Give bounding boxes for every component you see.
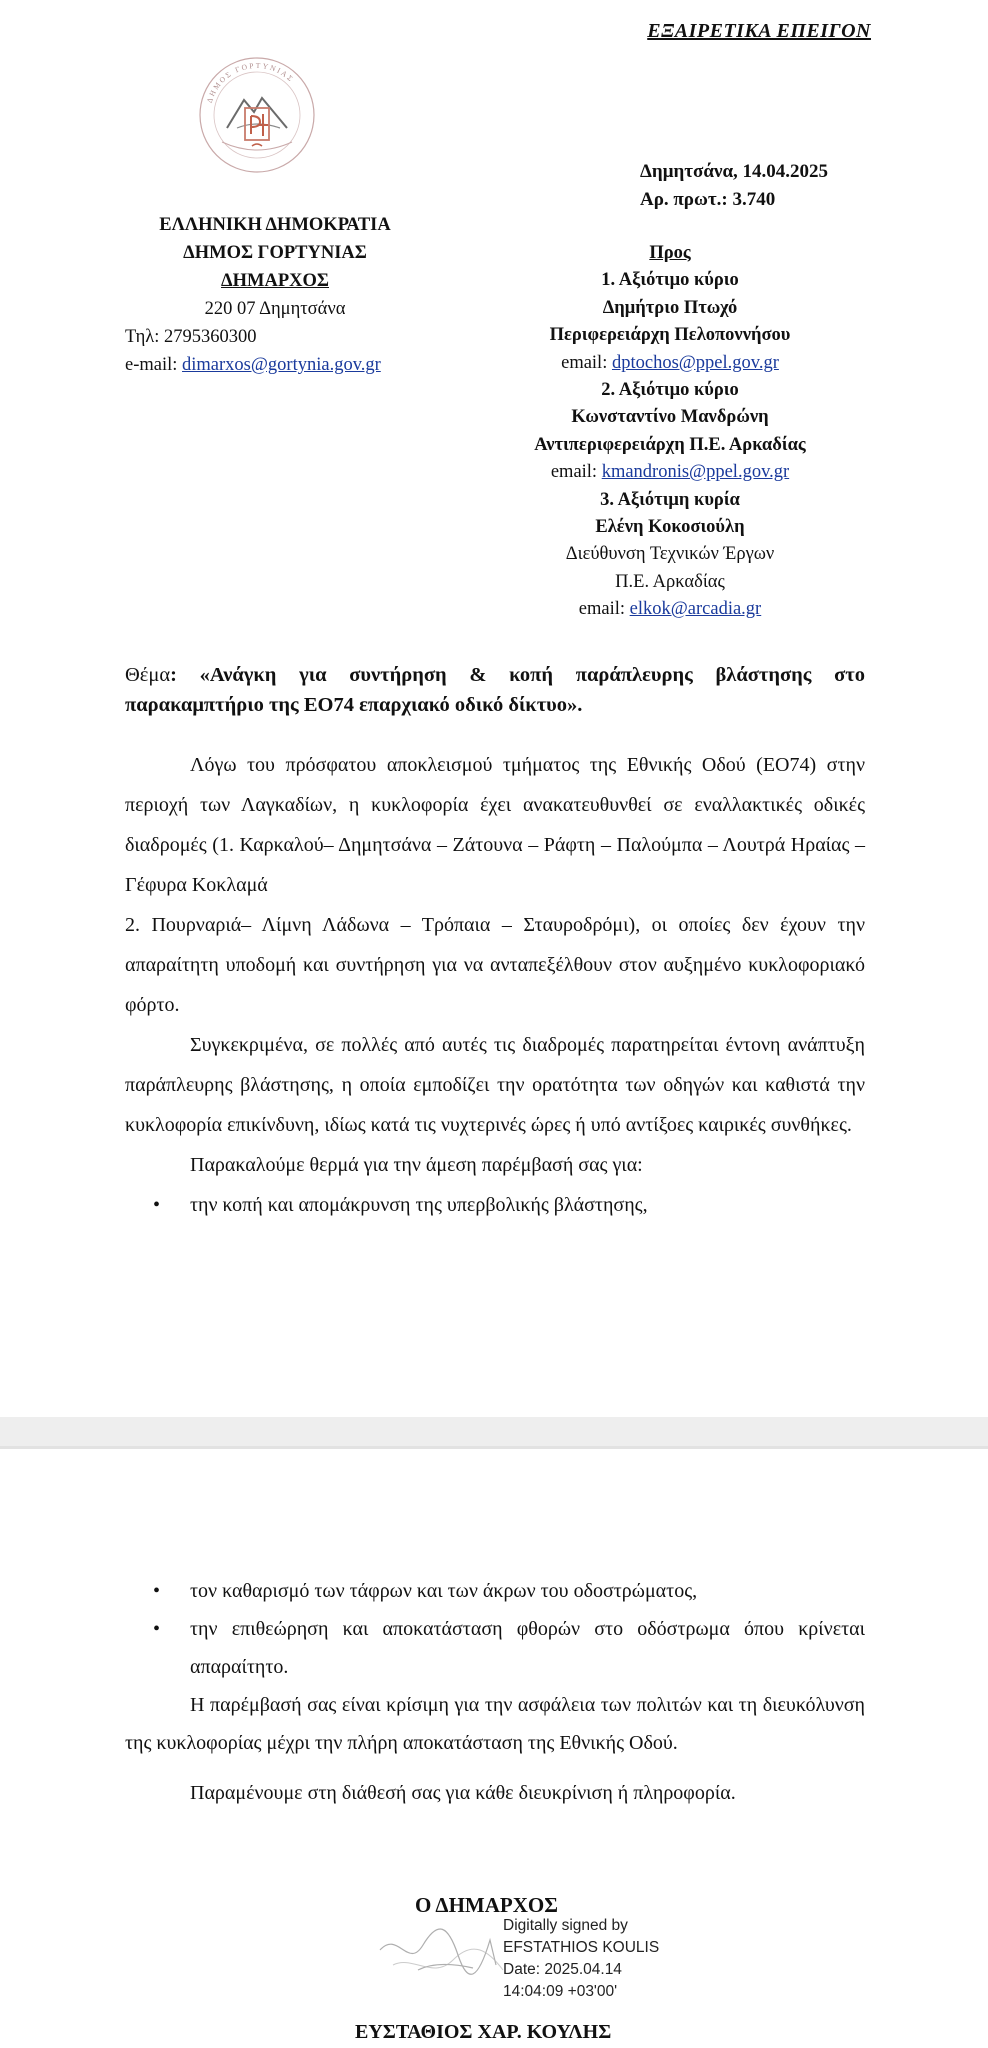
recipients-heading: Προς <box>649 243 691 263</box>
recipient-2-email-line <box>480 459 860 486</box>
recipient-1-role: Περιφερειάρχη Πελοποννήσου <box>549 325 791 346</box>
svg-text:ΔΗΜΟΣ ΓΟΡΤΥΝΙΑΣ <box>205 61 296 104</box>
recipient-3-email-label: email: <box>578 599 630 620</box>
subject-text: : «Ανάγκη για συντήρηση & κοπή παράπλευρης βλάστησης στο παρακαμπτήριο της ΕΟ74 επαρχιακό οδικό δίκτυο». <box>125 664 865 716</box>
body-paragraph-1: Λόγω του πρόσφατου αποκλεισμού τμήματος της Εθνικής Οδού (ΕΟ74) στην περιοχή των Λαγκαδίων, η κυκλοφορία έχει ανακατευθυνθεί σε εναλλακτικές οδικές διαδρομές (1. Καρκαλού– Δημητσάνα – Ζάτουνα – Ράφτη – Παλούμπα – Λουτρά Ηραίας – Γέφυρα Κοκλαμά <box>125 754 865 896</box>
body-paragraph-5: Παραμένουμε στη διάθεσή σας για κάθε διευκρίνιση ή πληροφορία. <box>190 1782 736 1804</box>
signature-title: Ο ΔΗΜΑΡΧΟΣ <box>415 1893 558 1917</box>
municipality-seal-icon <box>192 50 322 180</box>
body-paragraph-3: Παρακαλούμε θερμά για την άμεση παρέμβασή σας για: <box>190 1154 643 1176</box>
bullet-item-2: • τον καθαρισμό των τάφρων και των άκρων του οδοστρώματος, <box>125 1572 865 1610</box>
recipient-1-email-link[interactable]: dptochos@ppel.gov.gr <box>611 352 779 373</box>
page-break-edge <box>0 1446 988 1449</box>
recipient-2-role: Αντιπεριφερειάρχη Π.Ε. Αρκαδίας <box>534 434 806 455</box>
sender-block <box>125 211 425 379</box>
body-paragraph-2: Συγκεκριμένα, σε πολλές από αυτές τις διαδρομές παρατηρείται έντονη ανάπτυξη παράπλευρης βλάστησης, η οποία εμποδίζει την ορατότητα των οδηγών και καθιστά την κυκλοφορία επικίνδυνη, ιδίως κατά τις νυχτερινές ώρες ή υπό αντίξοες καιρικές συνθήκες. <box>125 1034 865 1136</box>
sender-email-label: e-mail: <box>125 355 183 375</box>
body-paragraph-4: Η παρέμβασή σας είναι κρίσιμη για την ασφάλεια των πολιτών και τη διευκόλυνση της κυκλοφορίας μέχρι την πλήρη αποκατάσταση της Εθνικής Οδού. <box>125 1694 865 1754</box>
digital-signature-line-4: 14:04:09 +03'00' <box>503 1983 618 2000</box>
letter-body-page2 <box>125 1572 865 1812</box>
recipients-block <box>480 240 860 624</box>
recipient-1-email-label: email: <box>561 352 612 373</box>
recipient-3-name: Ελένη Κοκοσιούλη <box>595 517 745 538</box>
recipient-2-title: 2. Αξιότιμο κύριο <box>601 380 739 401</box>
place-date: Δημητσάνα, 14.04.2025 <box>640 161 829 182</box>
sender-email-line <box>125 351 425 379</box>
recipient-3-role-region: Π.Ε. Αρκαδίας <box>615 571 725 592</box>
digital-signature-line-1: Digitally signed by <box>503 1917 628 1934</box>
recipient-1-email-line <box>480 350 860 377</box>
sender-phone: Τηλ: 2795360300 <box>125 327 257 347</box>
subject-line <box>125 660 865 720</box>
urgency-label: ΕΞΑΙΡΕΤΙΚΑ ΕΠΕΙΓΟΝ <box>647 20 871 42</box>
digital-signature-line-2: EFSTATHIOS KOULIS <box>503 1939 660 1956</box>
recipient-3-role: Διεύθυνση Τεχνικών Έργων <box>565 544 775 565</box>
digital-signature-line-3: Date: 2025.04.14 <box>503 1961 622 1978</box>
recipient-1-name: Δημήτριο Πτωχό <box>602 297 738 318</box>
bullet-item-3: • την επιθεώρηση και αποκατάσταση φθορών στο οδόστρωμα όπου κρίνεται απαραίτητο. <box>125 1610 865 1686</box>
recipient-1-title: 1. Αξιότιμο κύριο <box>601 270 739 291</box>
page-break <box>0 1417 988 1446</box>
sender-email-link[interactable]: dimarxos@gortynia.gov.gr <box>182 355 381 375</box>
seal-text: ΔΗΜΟΣ ΓΟΡΤΥΝΙΑΣ <box>204 60 297 104</box>
recipient-3-email-line <box>480 596 860 623</box>
recipient-3-title: 3. Αξιότιμη κυρία <box>600 489 740 510</box>
body-paragraph-1b: 2. Πουρναριά– Λίμνη Λάδωνα – Τρόπαια – Σταυροδρόμι), οι οποίες δεν έχουν την απαραίτητη υποδομή και συντήρηση για να ανταπεξέλθουν στον αυξημένο κυκλοφοριακό φόρτο. <box>125 914 865 1016</box>
sender-office: ΔΗΜΑΡΧΟΣ <box>221 271 329 291</box>
recipient-3-email-link[interactable]: elkok@arcadia.gr <box>629 599 762 620</box>
bullet-item-1: • την κοπή και απομάκρυνση της υπερβολικής βλάστησης, <box>125 1185 865 1225</box>
letter-body-page1 <box>125 745 865 1225</box>
signer-name: ΕΥΣΤΑΘΙΟΣ ΧΑΡ. ΚΟΥΛΗΣ <box>355 2021 612 2043</box>
sender-address: 220 07 Δημητσάνα <box>204 299 346 319</box>
document-meta <box>640 158 828 214</box>
sender-republic: ΕΛΛΗΝΙΚΗ ΔΗΜΟΚΡΑΤΙΑ <box>159 215 391 235</box>
sender-municipality: ΔΗΜΟΣ ΓΟΡΤΥΝΙΑΣ <box>183 243 367 263</box>
digital-signature-block <box>503 1915 659 2003</box>
recipient-2-name: Κωνσταντίνο Μανδρώνη <box>571 407 769 428</box>
protocol-number: Αρ. πρωτ.: 3.740 <box>640 189 776 210</box>
subject-label: Θέμα <box>125 664 171 686</box>
recipient-2-email-label: email: <box>550 462 602 483</box>
recipient-2-email-link[interactable]: kmandronis@ppel.gov.gr <box>601 462 790 483</box>
